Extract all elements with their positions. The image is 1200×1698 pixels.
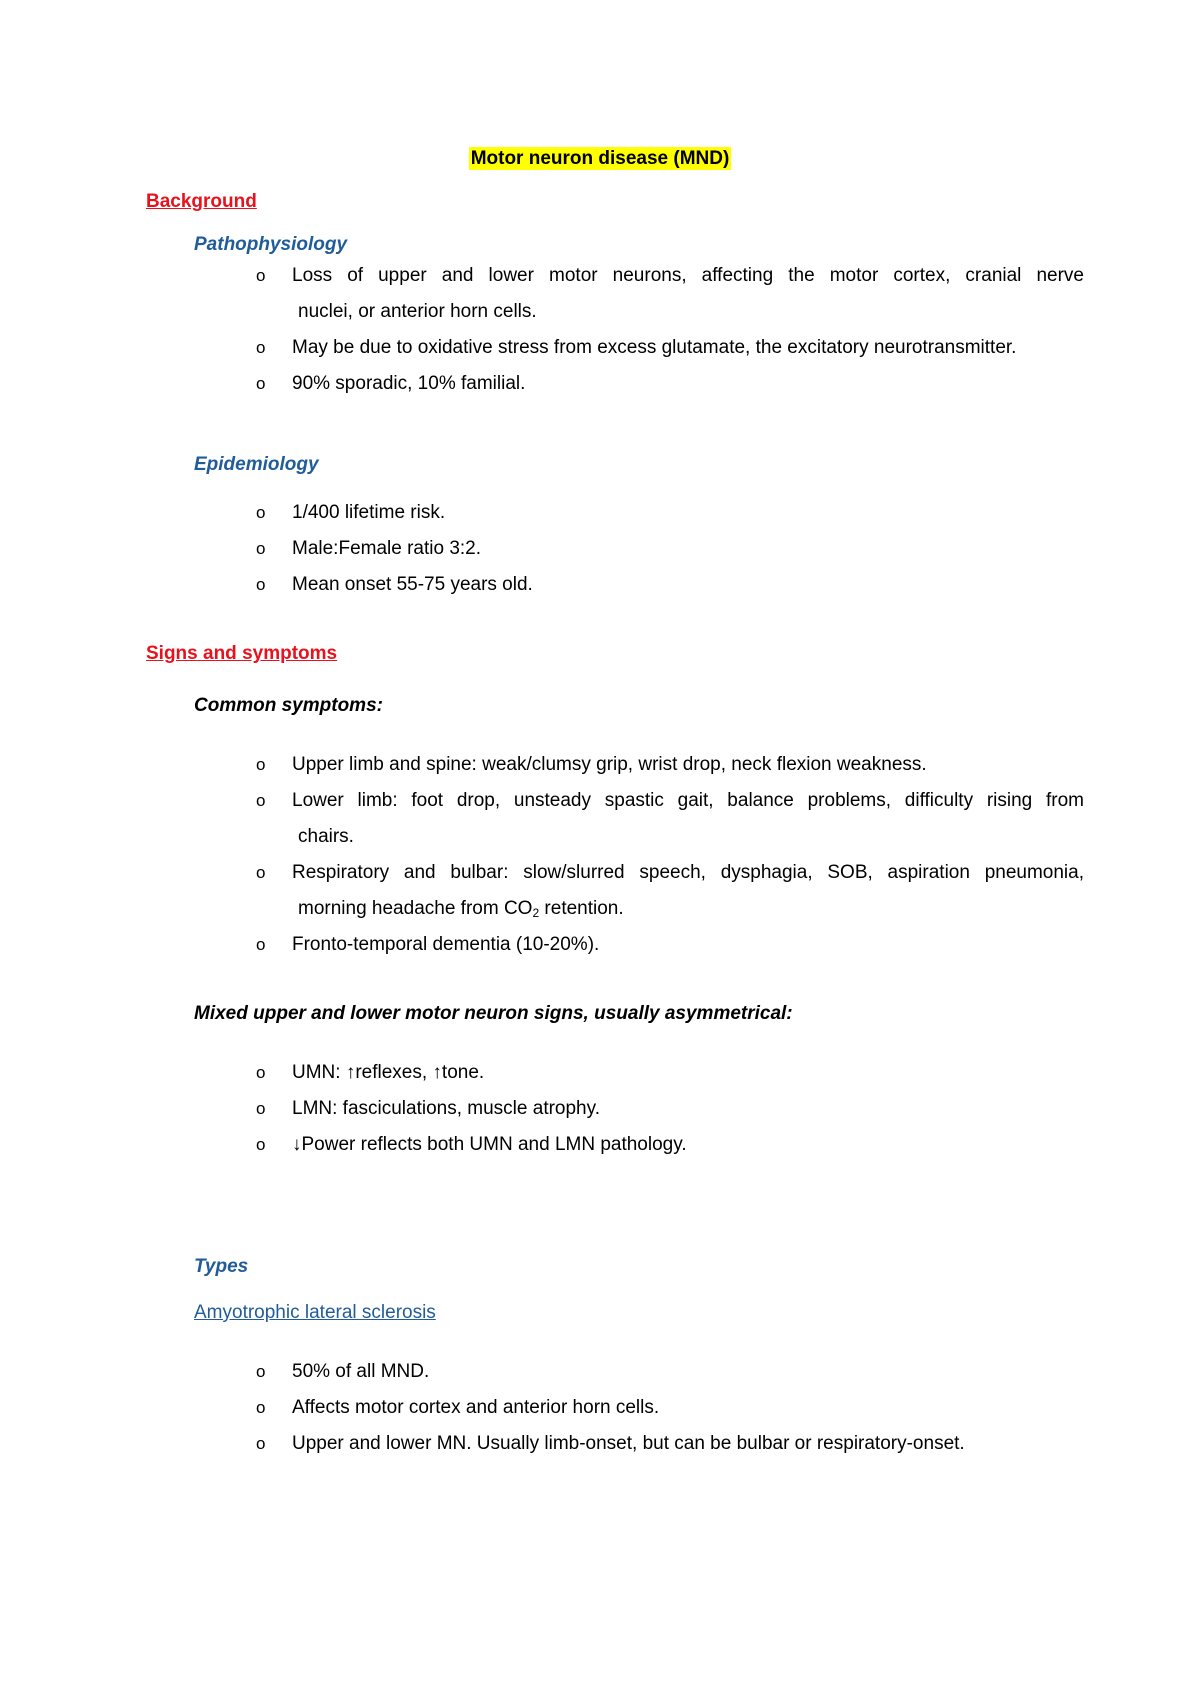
subheading-common-symptoms: Common symptoms: [194, 695, 383, 716]
bullet-icon: o [256, 575, 266, 594]
bullet-icon: o [256, 266, 266, 285]
list-item: o Male:Female ratio 3:2. [262, 531, 1084, 567]
list-item: o LMN: fasciculations, muscle atrophy. [262, 1091, 1084, 1127]
subheading-pathophysiology: Pathophysiology [194, 234, 348, 255]
list-item: o Upper and lower MN. Usually limb-onset, but can be bulbar or respiratory-onset. [262, 1426, 1084, 1462]
subheading-types: Types [194, 1256, 249, 1277]
list-item-continuation: chairs. [298, 826, 354, 847]
page-title: Motor neuron disease (MND) [470, 148, 730, 169]
list-item: o UMN: ↑reflexes, ↑tone. [262, 1055, 1084, 1091]
bullet-icon: o [256, 935, 266, 954]
list-item: o Fronto-temporal dementia (10-20%). [262, 927, 1084, 963]
bullet-icon: o [256, 1099, 266, 1118]
bullet-icon: o [256, 1434, 266, 1453]
list-item-continuation: nuclei, or anterior horn cells. [298, 301, 537, 322]
bullet-icon: o [256, 338, 266, 357]
bullet-icon: o [256, 791, 266, 810]
subheading-mixed-signs: Mixed upper and lower motor neuron signs, usually asymmetrical: [194, 1003, 793, 1024]
bullet-icon: o [256, 755, 266, 774]
list-item: o 1/400 lifetime risk. [262, 495, 1084, 531]
bullet-icon: o [256, 863, 266, 882]
bullet-icon: o [256, 1135, 266, 1154]
list-item: o Affects motor cortex and anterior horn cells. [262, 1390, 1084, 1426]
list-item: o Mean onset 55-75 years old. [262, 567, 1084, 603]
bullet-icon: o [256, 1063, 266, 1082]
bullet-icon: o [256, 1362, 266, 1381]
section-heading-signs: Signs and symptoms [146, 643, 338, 664]
bullet-icon: o [256, 539, 266, 558]
list-item: o 90% sporadic, 10% familial. [262, 366, 1084, 402]
bullet-icon: o [256, 503, 266, 522]
list-item: o ↓Power reflects both UMN and LMN pathology. [262, 1127, 1084, 1163]
subheading-epidemiology: Epidemiology [194, 454, 319, 475]
subheading-als: Amyotrophic lateral sclerosis [194, 1302, 436, 1323]
list-item: o May be due to oxidative stress from excess glutamate, the excitatory neurotransmitter. [262, 330, 1084, 366]
section-heading-background: Background [146, 191, 257, 212]
list-item: o Upper limb and spine: weak/clumsy grip, wrist drop, neck flexion weakness. [262, 747, 1084, 783]
bullet-icon: o [256, 374, 266, 393]
list-item: o Loss of upper and lower motor neurons, affecting the motor cortex, cranial nerve [262, 258, 1084, 294]
bullet-icon: o [256, 1398, 266, 1417]
list-item: o 50% of all MND. [262, 1354, 1084, 1390]
list-item-continuation: morning headache from $CO_2$ retention. [298, 898, 624, 920]
list-item: o Respiratory and bulbar: slow/slurred speech, dysphagia, SOB, aspiration pneumonia, [262, 855, 1084, 891]
list-item: o Lower limb: foot drop, unsteady spastic gait, balance problems, difficulty rising from [262, 783, 1084, 819]
